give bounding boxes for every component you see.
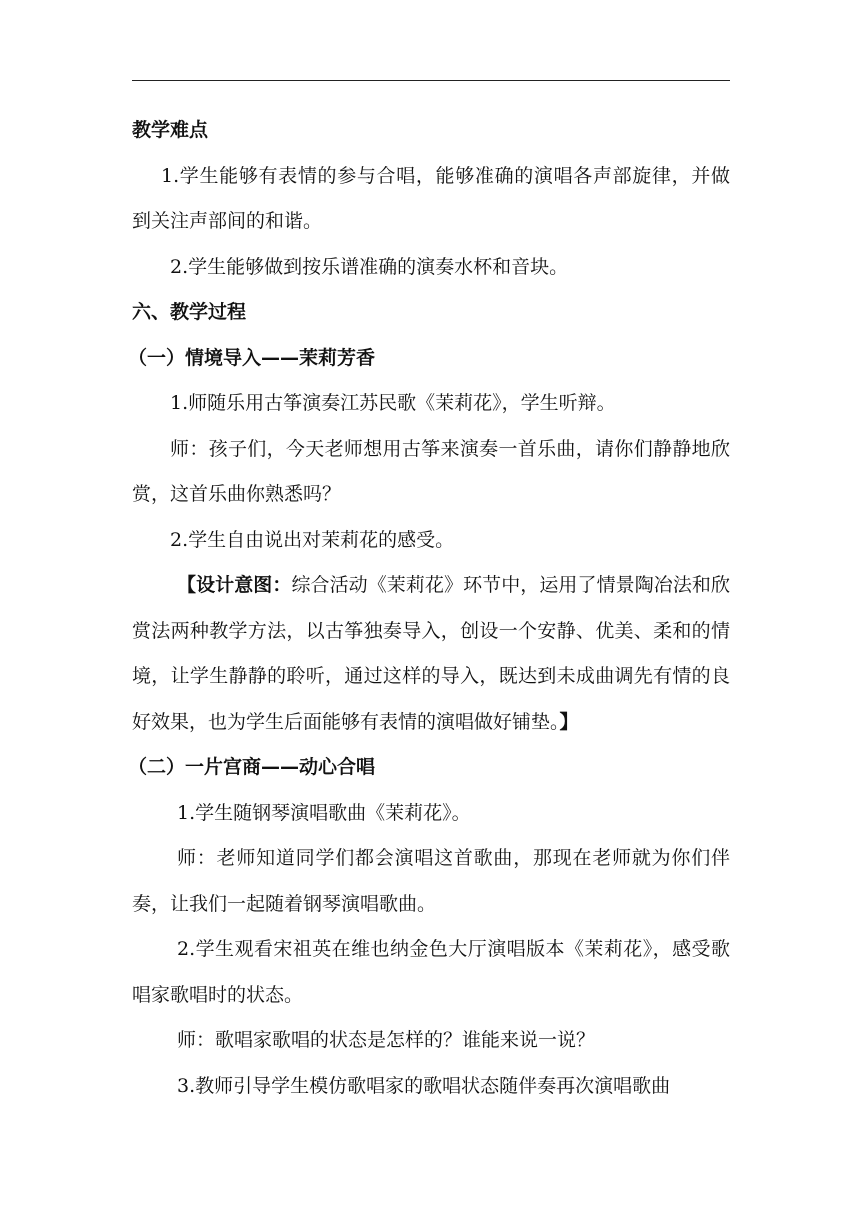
design-intent-body: 综合活动《茉莉花》环节中，运用了情景陶冶法和欣赏法两种教学方法，以古筝独奏导入，创设一个安静、优美、柔和的情境，让学生静静的聆听，通过这样的导入，既达到未成曲调先有情的良好效果，也为学生后面能够有表情的演唱做好铺垫。 (132, 574, 730, 733)
section-1-step-2: 2.学生自由说出对茉莉花的感受。 (170, 528, 455, 551)
difficulty-item-2: 2.学生能够做到按乐谱准确的演奏水杯和音块。 (170, 255, 569, 278)
difficulty-heading: 教学难点 (132, 119, 209, 141)
section-2-teacher-line-2: 师：歌唱家歌唱的状态是怎样的？谁能来说一说？ (177, 1029, 596, 1051)
design-intent-close: 】 (559, 710, 579, 733)
section-2-step-1: 1.学生随钢琴演唱歌曲《茉莉花》。 (177, 801, 471, 824)
header-rule (132, 80, 730, 81)
design-intent-paragraph (132, 563, 730, 745)
design-intent-label: 【设计意图： (177, 574, 292, 596)
difficulty-item-1: 1.学生能够有表情的参与合唱，能够准确的演唱各声部旋律，并做到关注声部间的和谐。 (132, 164, 730, 232)
section-1-teacher-line: 师：孩子们，今天老师想用古筝来演奏一首乐曲，请你们静静地欣赏，这首乐曲你熟悉吗？ (132, 437, 730, 505)
section-1-heading: （一）情境导入——茉莉芳香 (128, 346, 376, 369)
section-2-step-2: 2.学生观看宋祖英在维也纳金色大厅演唱版本《茉莉花》，感受歌唱家歌唱时的状态。 (132, 938, 730, 1006)
process-heading: 六、教学过程 (132, 301, 247, 323)
section-2-teacher-line-1: 师：老师知道同学们都会演唱这首歌曲，那现在老师就为你们伴奏，让我们一起随着钢琴演唱歌曲。 (132, 847, 730, 915)
section-2-heading: （二）一片宫商——动心合唱 (128, 756, 376, 778)
document-body (128, 108, 730, 1109)
section-1-step-1: 1.师随乐用古筝演奏江苏民歌《茉莉花》，学生听辩。 (170, 392, 616, 414)
section-2-step-3: 3.教师引导学生模仿歌唱家的歌唱状态随伴奏再次演唱歌曲 (177, 1074, 671, 1097)
